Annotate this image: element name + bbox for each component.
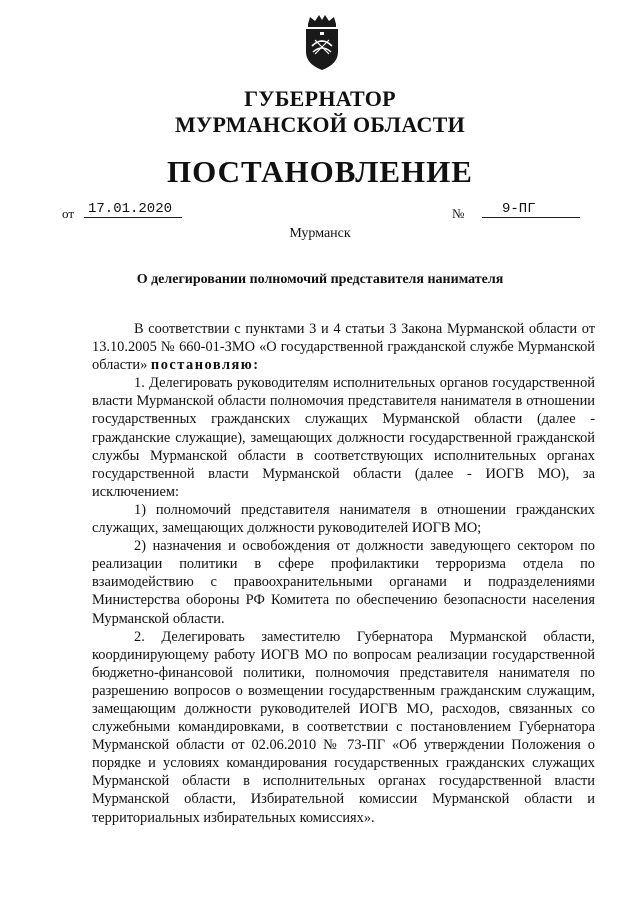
- number-label: №: [452, 206, 465, 221]
- intro-paragraph: [92, 320, 595, 374]
- clause-1-1: 1) полномочий представителя нанимателя в отношении гражданских служащих, замещающих должности руководителей ИОГВ МО;: [92, 501, 595, 537]
- intro-text: В соответствии с пунктами 3 и 4 статьи 3 Закона Мурманской области от 13.10.2005 № 660-01-ЗМО «О государственной гражданской службе Мурманской области»: [92, 321, 595, 374]
- coat-of-arms-icon: [302, 14, 342, 72]
- clause-1: 1. Делегировать руководителям исполнительных органов государственной власти Мурманской области полномочия представителя нанимателя в отношении государственных гражданских служащих Мурманской области (далее - гражданские служащие), замещающих должности государственной гражданской службы Мурманской области в соответствующих исполнительных органах государственной власти Мурманской области (далее - ИОГВ МО), за исключением:: [92, 375, 595, 500]
- document-subject: О делегировании полномочий представителя нанимателя: [136, 272, 504, 287]
- governor-heading: ГУБЕРНАТОР: [244, 86, 396, 111]
- document-date: 17.01.2020: [84, 201, 182, 218]
- document-number: 9-ПГ: [482, 201, 580, 218]
- document-body: [92, 320, 595, 827]
- decree-keyword: постановляю:: [150, 357, 260, 374]
- region-heading: МУРМАНСКОЙ ОБЛАСТИ: [174, 112, 466, 137]
- date-label: от: [62, 206, 75, 221]
- clause-2: 2. Делегировать заместителю Губернатора Мурманской области, координирующему работу ИОГВ МО по вопросам реализации государственной бюджетно-финансовой политики, полномочия представителя нанимателя по разрешению вопросов о возмещении государственным гражданским служащим, замещающим должности руководителей ИОГВ МО, расходов, связанных со служебными командировками, в соответствии с постановлением Губернатора Мурманской области от 02.06.2010 № 73-ПГ «Об утверждении Положения о порядке и условиях командирования государственных гражданских служащих Мурманской области в исполнительных органах государственной власти Мурманской области, Избирательной комиссии Мурманской области и территориальных избирательных комиссиях».: [92, 628, 595, 826]
- document-type-title: ПОСТАНОВЛЕНИЕ: [167, 154, 473, 189]
- city-name: Мурманск: [289, 226, 351, 241]
- clause-1-2: 2) назначения и освобождения от должности заведующего сектором по реализации политики в сфере профилактики терроризма отдела по взаимодействию с правоохранительными органами и подразделениями Министерства обороны РФ Комитета по обеспечению безопасности населения Мурманской области.: [92, 538, 595, 627]
